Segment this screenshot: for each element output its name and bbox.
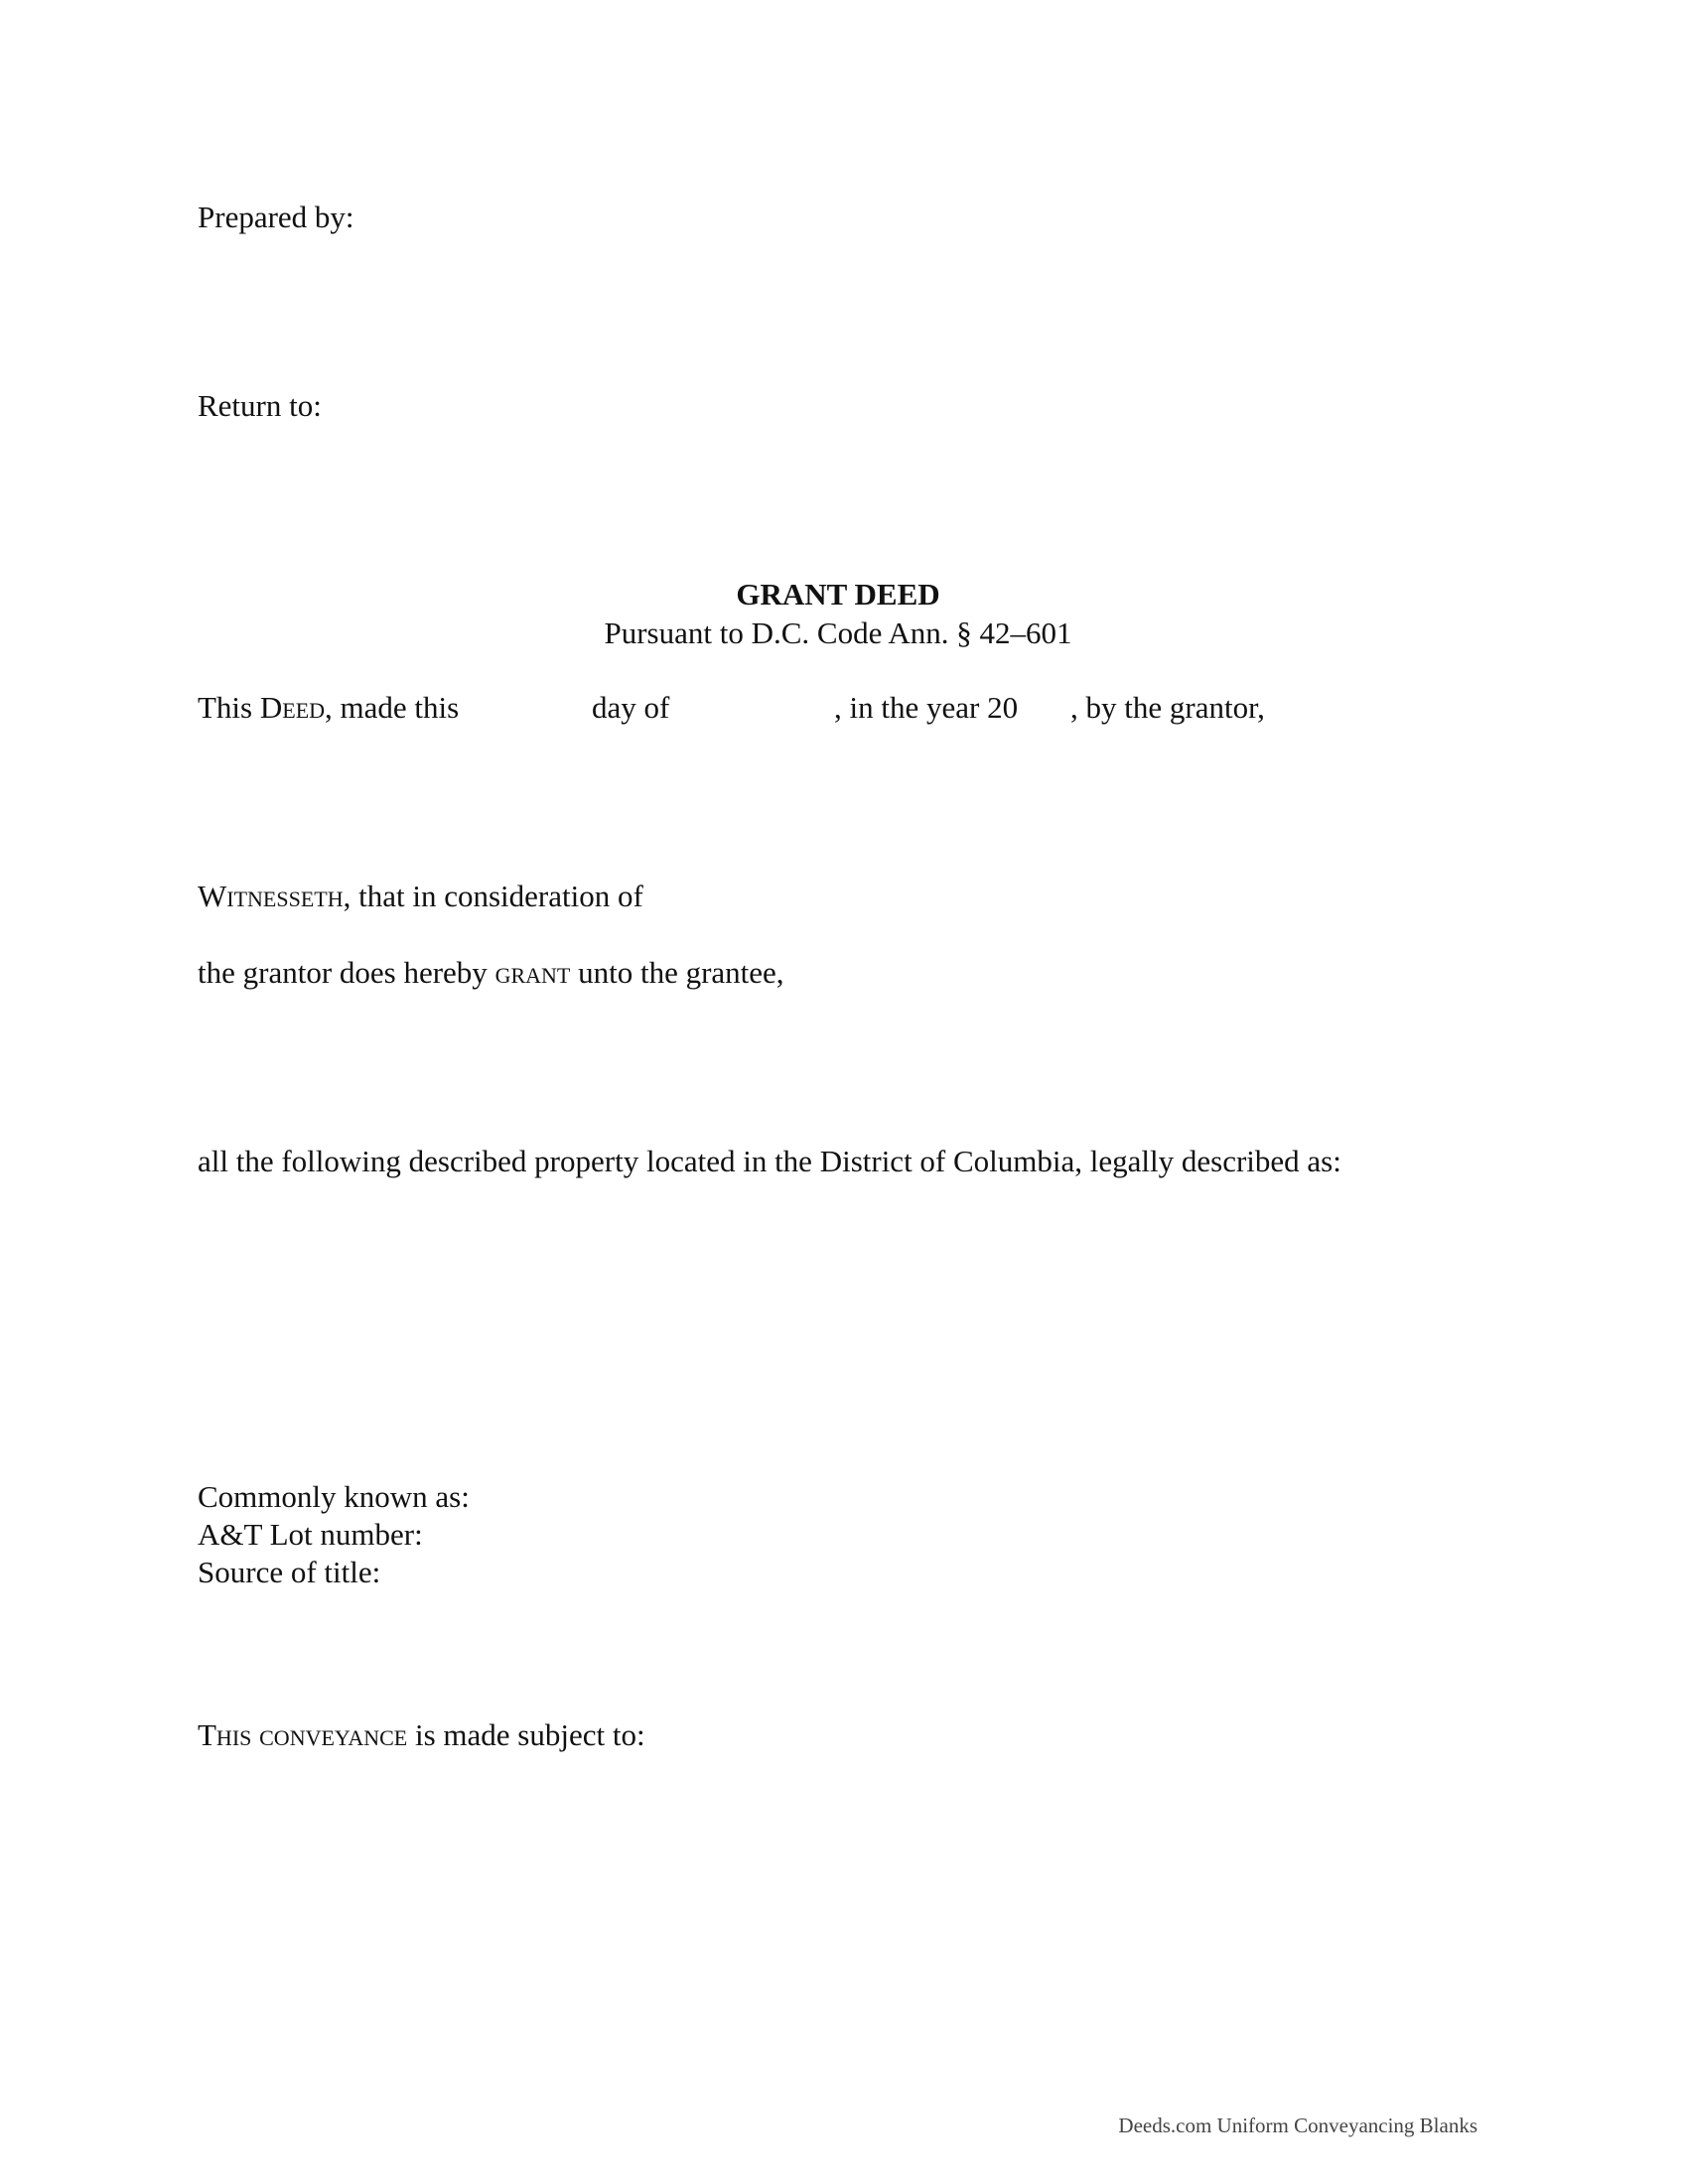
in-the-year-text: , in the year 20 (834, 690, 1019, 725)
prepared-by-label: Prepared by: (198, 200, 354, 234)
consideration-text: , that in consideration of (343, 879, 643, 913)
grant-clause (198, 954, 784, 991)
property-description-text: all the following described property located in the District of Columbia, legally described as: (198, 1144, 1341, 1178)
lot-number-label: A&T Lot number: (198, 1517, 423, 1552)
grant-suffix-text: unto the grantee, (570, 955, 784, 990)
witnesseth-word: Witnesseth (198, 879, 344, 913)
return-to-label: Return to: (198, 388, 322, 423)
grant-word: grant (494, 955, 571, 990)
this-text: This (198, 690, 260, 725)
deed-opening-clause (198, 689, 459, 726)
conveyance-clause (198, 1716, 645, 1753)
made-this-text: , made this (325, 690, 460, 725)
witnesseth-clause (198, 878, 643, 914)
commonly-known-label: Commonly known as: (198, 1479, 470, 1514)
document-subtitle: Pursuant to D.C. Code Ann. § 42–601 (604, 615, 1072, 650)
subject-to-text: is made subject to: (407, 1717, 645, 1752)
grant-prefix-text: the grantor does hereby (198, 955, 495, 990)
this-conveyance-words: This conveyance (198, 1717, 408, 1752)
source-of-title-label: Source of title: (198, 1555, 381, 1589)
deed-word: Deed (259, 690, 326, 725)
document-title: GRANT DEED (736, 577, 940, 612)
by-the-grantor-text: , by the grantor, (1070, 690, 1265, 725)
day-of-text: day of (592, 690, 670, 725)
footer-branding: Deeds.com Uniform Conveyancing Blanks (1118, 2114, 1477, 2137)
